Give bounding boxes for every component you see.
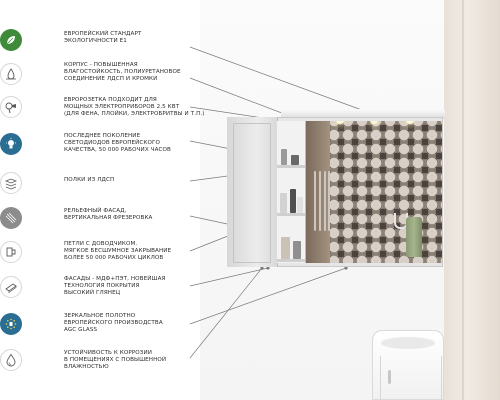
vanity-handle (388, 370, 391, 384)
feature-corrosion (64, 350, 220, 371)
mirror-reflection (305, 121, 442, 263)
feature-text: РЕЛЬЕФНЫЙ ФАСАД, ВЕРТИКАЛЬНАЯ ФРЕЗЕРОВКА (64, 208, 153, 221)
feature-mirror-glass (64, 313, 220, 334)
cabinet-shelves (277, 121, 305, 263)
eco-leaf-icon (0, 29, 22, 51)
feature-led (64, 133, 220, 154)
bottle (290, 189, 296, 213)
towel (406, 217, 422, 257)
feature-euro-socket (64, 97, 220, 118)
towel-radiator (314, 171, 330, 231)
bottle (293, 241, 301, 259)
mirror-cabinet (227, 117, 443, 267)
feature-moisture-resistance (64, 62, 220, 83)
droplet-icon (0, 349, 22, 371)
feature-hinges (64, 241, 220, 262)
relief-icon (0, 207, 22, 229)
wood-wall-panel (444, 0, 500, 400)
feature-text: ФАСАДЫ - МДФ+ПЭТ, НОВЕЙШАЯ ТЕХНОЛОГИЯ ПОКРЫТИЯ ВЫСОКИЙ ГЛЯНЕЦ (64, 276, 166, 296)
feature-text: ЕВРОРОЗЕТКА ПОДХОДИТ ДЛЯ МОЩНЫХ ЭЛЕКТРОПРИБОРОВ 2,5 КВТ (ДЛЯ ФЕНА, ПЛОЙКИ, ЭЛЕКТРОБРИТВЫ И Т.П.) (64, 97, 205, 117)
shelf (277, 213, 305, 216)
feature-eco-standard (64, 31, 220, 45)
feature-facade-coating (64, 276, 220, 297)
facade-icon (0, 276, 22, 298)
bottle (280, 193, 287, 213)
feature-text: УСТОЙЧИВОСТЬ К КОРРОЗИИ В ПОМЕЩЕНИЯХ С ПОВЫШЕННОЙ ВЛАЖНОСТЬЮ (64, 350, 167, 370)
feature-text: ЗЕРКАЛЬНОЕ ПОЛОТНО ЕВРОПЕЙСКОГО ПРОИЗВОДСТВА AGC GLASS (64, 313, 163, 333)
shelf (277, 259, 305, 262)
hairdryer-icon (0, 96, 22, 118)
feature-text: ПОСЛЕДНЕЕ ПОКОЛЕНИЕ СВЕТОДИОДОВ ЕВРОПЕЙСКОГО КАЧЕСТВА, 50 000 РАБОЧИХ ЧАСОВ (64, 133, 171, 153)
shelves-icon (0, 172, 22, 194)
cabinet-open-door (227, 117, 278, 267)
bottle (281, 237, 290, 259)
bottle (297, 197, 303, 213)
bottle (291, 155, 299, 165)
shelf (277, 165, 305, 168)
feature-text: ПОЛКИ ИЗ ЛДСП (64, 177, 115, 183)
feature-shelves (64, 177, 220, 184)
hinge-icon (0, 241, 22, 263)
feature-text: КОРПУС - ПОВЫШЕННАЯ ВЛАГОСТОЙКОСТЬ, ПОЛИУРЕТАНОВОЕ СОЕДИНЕНИЕ ЛДСП И КРОМКИ (64, 62, 181, 82)
feature-text: ПЕТЛИ С ДОВОДЧИКОМ. МЯГКОЕ БЕСШУМНОЕ ЗАКРЫВАНИЕ БОЛЕЕ 50 000 РАБОЧИХ ЦИКЛОВ (64, 241, 172, 261)
feature-relief-facade (64, 208, 220, 222)
splash-icon (0, 63, 22, 85)
feature-text: ЕВРОПЕЙСКИЙ СТАНДАРТ ЭКОЛОГИЧНОСТИ E1 (64, 31, 142, 44)
led-icon (0, 133, 22, 155)
bottle (281, 149, 287, 165)
mirror-eu-icon (0, 313, 22, 335)
